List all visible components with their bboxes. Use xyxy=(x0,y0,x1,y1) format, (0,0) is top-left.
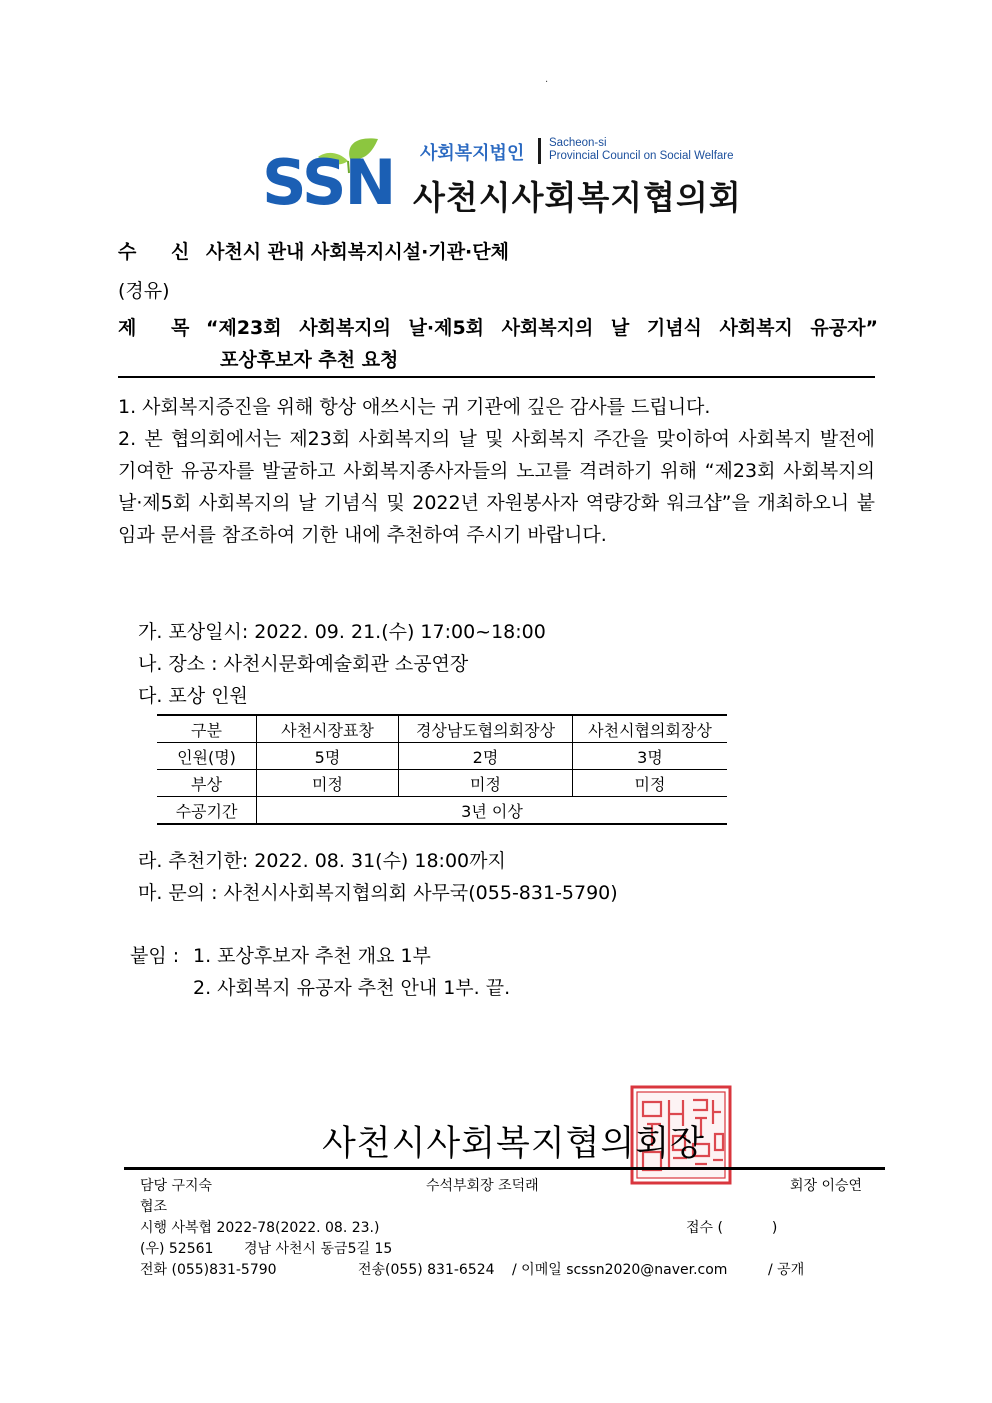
table-row xyxy=(157,743,727,770)
table-cell: 3명 xyxy=(573,743,728,770)
table-cell: 구분 xyxy=(157,715,257,743)
item-venue: 나. 장소 : 사천시문화예술회관 소공연장 xyxy=(138,653,469,675)
table-cell: 경상남도협의회장상 xyxy=(399,715,573,743)
signature-name: 사천시사회복지협의회장 xyxy=(322,1124,705,1164)
ssn-logo: SSN xyxy=(262,146,395,219)
table-cell: 수공기간 xyxy=(157,797,257,825)
item-contact: 마. 문의 : 사천시사회복지협의회 사무국(055-831-5790) xyxy=(138,882,618,904)
table-cell: 부상 xyxy=(157,770,257,797)
subject-label: 제 목 xyxy=(118,317,204,339)
table-cell: 미정 xyxy=(573,770,728,797)
table-cell: 미정 xyxy=(257,770,399,797)
header-divider xyxy=(538,138,541,164)
subject-line2: 포상후보자 추천 요청 xyxy=(220,349,399,371)
body-paragraph-2: 2. 본 협의회에서는 제23회 사회복지의 날 및 사회복지 주간을 맞이하여 사회복지 발전에 기여한 유공자를 발굴하고 사회복지종사자들의 노고를 격려하기 위해 “제23회 사회복지의 날·제5회 사회복지의 날 기념식 및 2022년 자원봉사자 역량강화 워크샵”을 개최하오니 붙임과 문서를 참조하여 기한 내에 추천하여 주시기 바랍니다. xyxy=(118,428,875,546)
page-dot: . xyxy=(545,74,549,85)
footer-email: / 이메일 scssn2020@naver.com xyxy=(512,1262,728,1278)
footer-phone: 전화 (055)831-5790 xyxy=(140,1262,277,1278)
footer-postal-code: (우) 52561 xyxy=(140,1241,214,1257)
table-cell: 사천시협의회장상 xyxy=(573,715,728,743)
item-date: 가. 포상일시: 2022. 09. 21.(수) 17:00~18:00 xyxy=(138,621,546,643)
attachment-item-2: 2. 사회복지 유공자 추천 안내 1부. 끝. xyxy=(193,977,511,999)
english-name-line2: Provincial Council on Social Welfare xyxy=(549,150,734,162)
table-cell: 사천시장표창 xyxy=(257,715,399,743)
table-header-row xyxy=(157,715,727,743)
recipient-value: 사천시 관내 사회복지시설·기관·단체 xyxy=(206,241,509,263)
body-paragraph-1: 1. 사회복지증진을 위해 항상 애쓰시는 귀 기관에 깊은 감사를 드립니다. xyxy=(118,396,711,418)
attachment-item-1: 1. 포상후보자 추천 개요 1부 xyxy=(193,945,431,967)
item-awardees: 다. 포상 인원 xyxy=(138,685,248,707)
corp-type-label: 사회복지법인 xyxy=(420,143,525,164)
footer-fax: 전송(055) 831-6524 xyxy=(358,1262,495,1278)
footer-enforcement: 시행 사복협 2022-78(2022. 08. 23.) xyxy=(140,1220,380,1236)
table-cell: 5명 xyxy=(257,743,399,770)
footer-drafter: 담당 구지숙 xyxy=(140,1178,213,1194)
item-deadline: 라. 추천기한: 2022. 08. 31(수) 18:00까지 xyxy=(138,850,506,872)
footer-approver: 회장 이승연 xyxy=(790,1178,863,1194)
via-label: (경유) xyxy=(118,280,170,302)
org-title: 사천시사회복지협의회 xyxy=(413,178,742,217)
table-cell: 미정 xyxy=(399,770,573,797)
table-row xyxy=(157,770,727,797)
subject-line1: “제23회 사회복지의 날·제5회 사회복지의 날 기념식 사회복지 유공자” xyxy=(206,317,878,339)
footer-reception: 접수 ( ) xyxy=(686,1220,778,1236)
english-name xyxy=(549,137,734,163)
table-row xyxy=(157,797,727,825)
footer-cooperation: 협조 xyxy=(140,1199,168,1215)
attachment-label: 붙임 : xyxy=(130,945,180,967)
footer-reviewer: 수석부회장 조덕래 xyxy=(426,1178,539,1194)
english-name-line1: Sacheon-si xyxy=(549,137,607,149)
header-rule xyxy=(118,376,875,378)
award-table xyxy=(157,714,727,825)
table-cell: 2명 xyxy=(399,743,573,770)
table-cell: 3년 이상 xyxy=(257,797,728,825)
footer-disclosure: / 공개 xyxy=(768,1262,805,1278)
recipient-label: 수 신 xyxy=(118,241,204,263)
footer-address: 경남 사천시 동금5길 15 xyxy=(244,1241,393,1257)
footer-rule xyxy=(124,1167,885,1170)
table-cell: 인원(명) xyxy=(157,743,257,770)
